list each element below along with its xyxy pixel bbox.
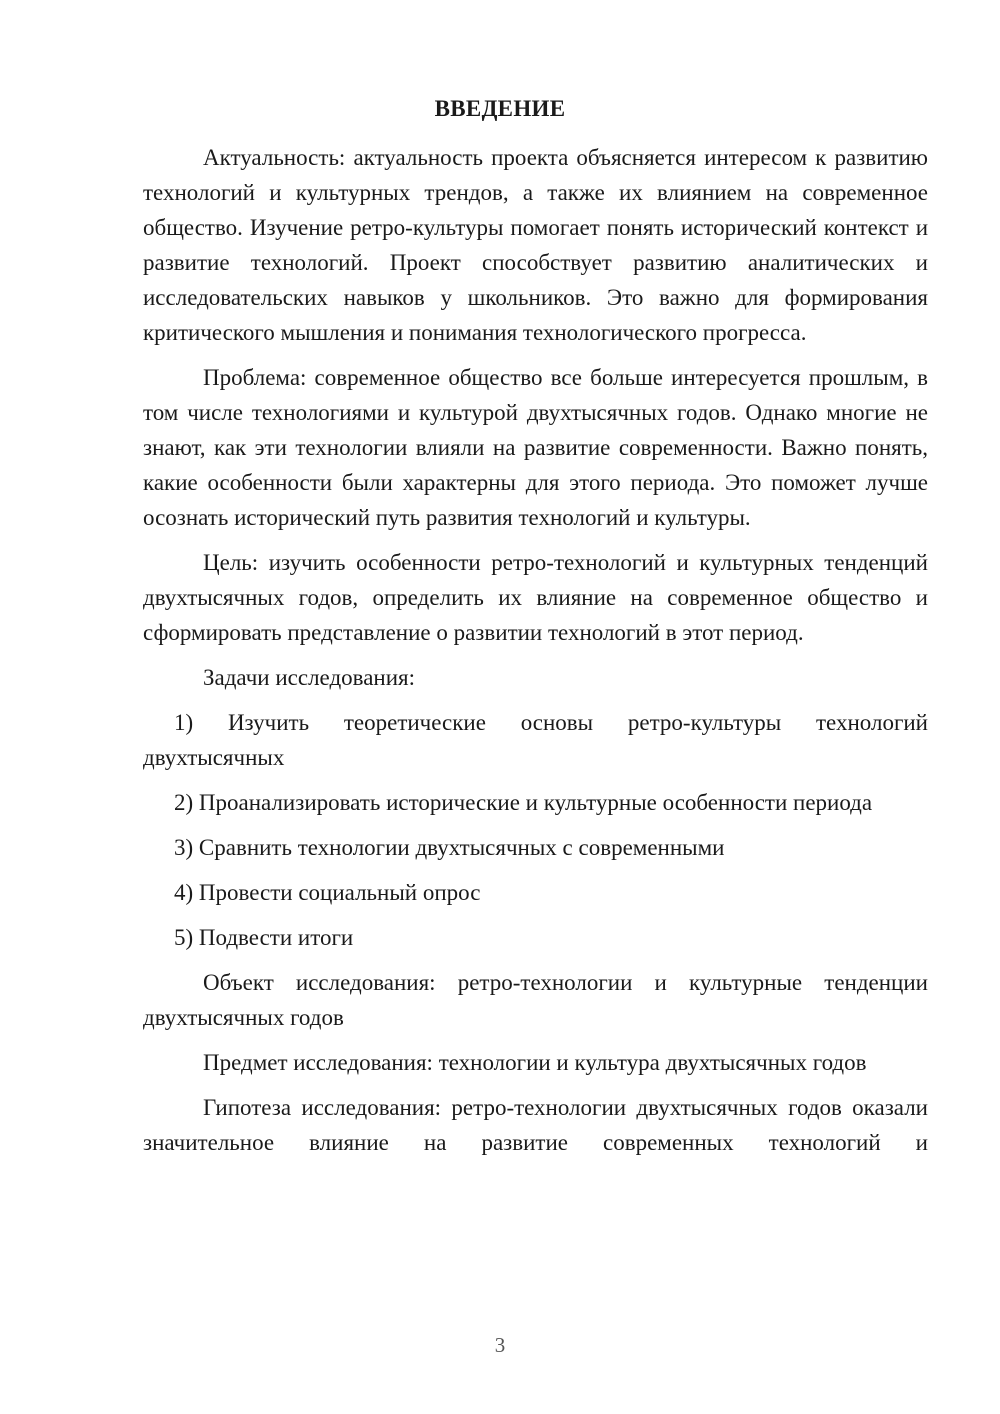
task-item-5: 5) Подвести итоги bbox=[174, 925, 354, 950]
tasks-heading: Задачи исследования: bbox=[203, 665, 416, 690]
problem-paragraph: Проблема: современное общество все больше интересуется прошлым, в том числе технологиями и культурой двухтысячных годов. Однако многие не знают, как эти технологии влияли на развитие современности. Важно понять, какие особенности были характерны для этого периода. Это поможет лучше осознать исторический путь развития технологий и культуры. bbox=[143, 365, 928, 530]
page-title: ВВЕДЕНИЕ bbox=[434, 96, 566, 121]
document-body bbox=[143, 140, 928, 1170]
page-number: 3 bbox=[494, 1333, 506, 1357]
task-item-2: 2) Проанализировать исторические и культурные особенности периода bbox=[174, 790, 873, 815]
object-paragraph: Объект исследования: ретро-технологии и культурные тенденции двухтысячных годов bbox=[143, 970, 928, 1030]
task-item-4: 4) Провести социальный опрос bbox=[174, 880, 481, 905]
hypothesis-paragraph: Гипотеза исследования: ретро-технологии двухтысячных годов оказали значительное влияние на развитие современных технологий и bbox=[143, 1095, 928, 1155]
subject-paragraph: Предмет исследования: технологии и культура двухтысячных годов bbox=[203, 1050, 867, 1075]
task-item-1: 1) Изучить теоретические основы ретро-культуры технологий двухтысячных bbox=[143, 710, 928, 770]
task-item-3: 3) Сравнить технологии двухтысячных с современными bbox=[174, 835, 725, 860]
goal-paragraph: Цель: изучить особенности ретро-технологий и культурных тенденций двухтысячных годов, определить их влияние на современное общество и сформировать представление о развитии технологий в этот период. bbox=[143, 550, 928, 645]
relevance-paragraph: Актуальность: актуальность проекта объясняется интересом к развитию технологий и культурных трендов, а также их влиянием на современное общество. Изучение ретро-культуры помогает понять исторический контекст и развитие технологий. Проект способствует развитию аналитических и исследовательских навыков у школьников. Это важно для формирования критического мышления и понимания технологического прогресса. bbox=[143, 145, 928, 345]
